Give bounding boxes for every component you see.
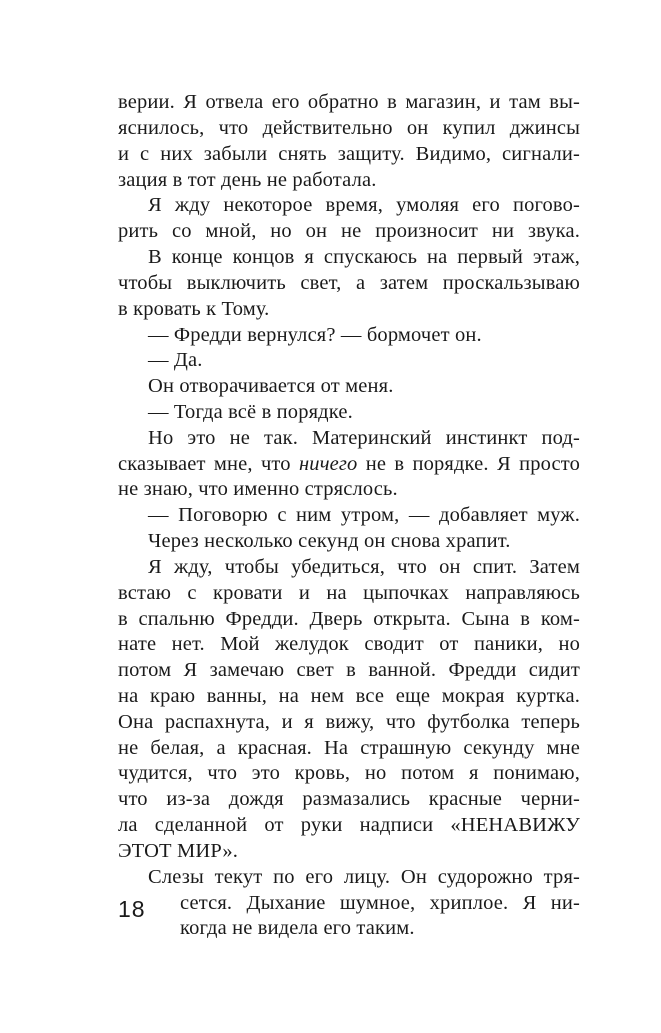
text-line: сется. Дыхание шумное, хриплое. Я ни- (180, 892, 580, 914)
text-line: в кровать к Тому. (118, 298, 270, 320)
text-line: нате нет. Мой желудок сводит от паники, но (118, 633, 580, 655)
text-line: верии. Я отвела его обратно в магазин, и там вы- (118, 91, 580, 113)
text-line: Но это не так. Материнский инстинкт под- (148, 427, 580, 449)
dialogue-line: — Тогда всё в порядке. (148, 401, 353, 423)
text-line: Я жду некоторое время, умоляя его погово- (148, 194, 580, 216)
text-line: не знаю, что именно стряслось. (118, 478, 398, 500)
text-line: рить со мной, но он не произносит ни звука. (118, 220, 580, 242)
text-line: В конце концов я спускаюсь на первый этаж, (148, 246, 580, 268)
text-line: не белая, а красная. На страшную секунду мне (118, 737, 580, 759)
text-fragment: сказывает мне, что (118, 453, 299, 475)
dialogue-line: — Поговорю с ним утром, — добавляет муж. (148, 504, 580, 526)
text-line: Через несколько секунд он снова храпит. (148, 530, 511, 552)
text-line: на краю ванны, на нем все еще мокрая куртка. (118, 685, 580, 707)
page-number: 18 (118, 896, 146, 922)
dialogue-line: — Да. (148, 349, 203, 371)
text-line: ЭТОТ МИР». (118, 840, 239, 862)
text-line: Я жду, чтобы убедиться, что он спит. Затем (148, 556, 580, 578)
text-line: чудится, что это кровь, но потом я понимаю, (118, 762, 580, 784)
text-line: ла сделанной от руки надписи «НЕНАВИЖУ (118, 814, 580, 836)
text-line: чтобы выключить свет, а затем проскальзываю (118, 272, 580, 294)
italic-word: ничего (298, 453, 358, 475)
text-line (118, 451, 580, 477)
text-line: Слезы текут по его лицу. Он судорожно тря- (148, 866, 580, 888)
text-line: зация в тот день не работала. (118, 169, 377, 191)
text-line: Он отворачивается от меня. (148, 375, 394, 397)
text-line: потом Я замечаю свет в ванной. Фредди сидит (118, 659, 580, 681)
text-fragment: не в порядке. Я просто (357, 453, 580, 475)
text-line: что из-за дождя размазались красные черни- (118, 788, 580, 810)
text-line: и с них забыли снять защиту. Видимо, сигнали- (118, 143, 580, 165)
text-line: Она распахнута, и я вижу, что футболка теперь (118, 711, 580, 733)
text-line: встаю с кровати и на цыпочках направляюсь (118, 582, 580, 604)
text-line: яснилось, что действительно он купил джинсы (118, 117, 580, 139)
dialogue-line: — Фредди вернулся? — бормочет он. (148, 324, 482, 346)
text-line: когда не видела его таким. (180, 917, 415, 939)
text-line: в спальню Фредди. Дверь открыта. Сына в ком- (118, 608, 580, 630)
